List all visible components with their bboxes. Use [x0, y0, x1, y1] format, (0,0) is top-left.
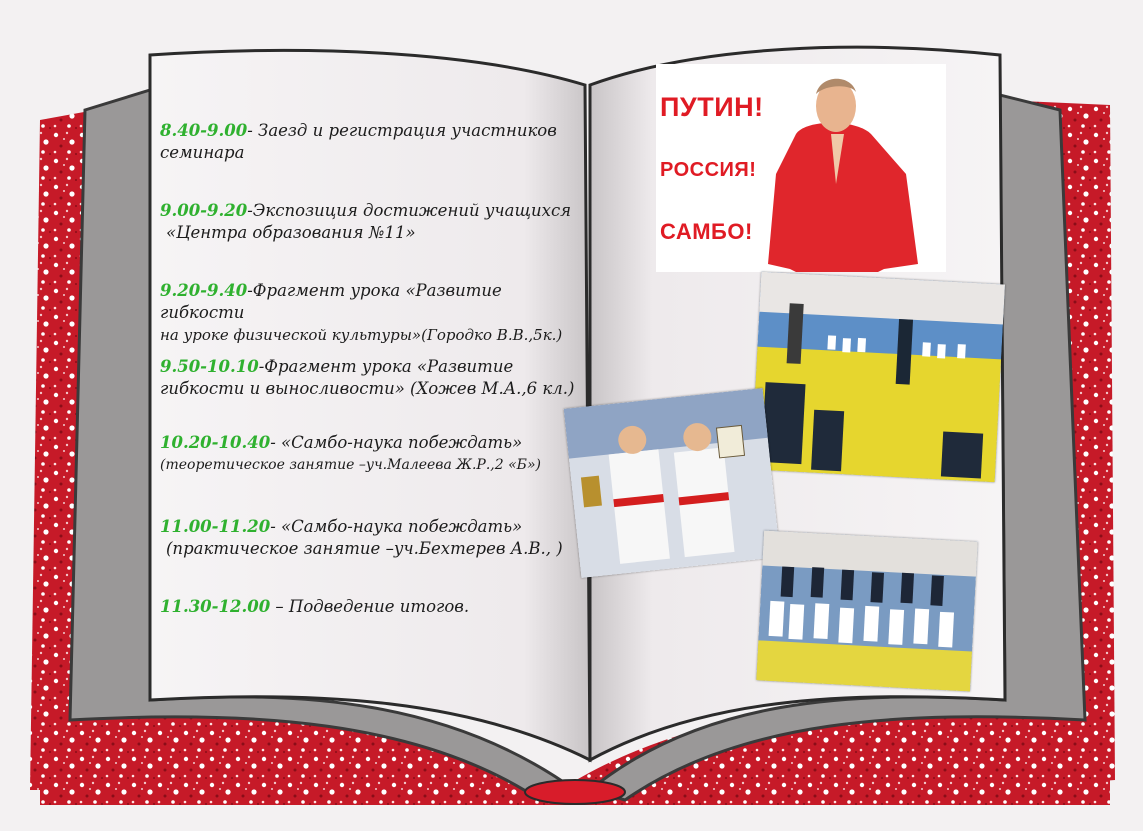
schedule-item [160, 516, 580, 560]
slogan-sambo: САМБО! [660, 219, 753, 244]
schedule-item [160, 596, 580, 618]
schedule-text: -Фрагмент урока «Развитие гибкости [160, 281, 502, 322]
slogan-banner [656, 64, 946, 272]
schedule-text-2: «Центра образования №11» [166, 223, 416, 242]
schedule-text: - «Самбо-наука побеждать» [270, 517, 523, 536]
schedule-text: - «Самбо-наука побеждать» [270, 433, 523, 452]
schedule-time: 11.30-12.00 [160, 597, 271, 616]
schedule-item [160, 356, 580, 400]
schedule-text: - Заезд и регистрация участников [247, 121, 557, 140]
schedule-item [160, 280, 580, 346]
slogan-putin: ПУТИН! [660, 92, 764, 122]
schedule-time: 9.00-9.20 [160, 201, 248, 220]
gym-photo [751, 272, 1005, 482]
schedule-text-2: семинара [160, 143, 245, 162]
winners-photo [564, 388, 781, 578]
schedule-time: 9.20-9.40 [160, 281, 248, 300]
schedule-item [160, 200, 580, 244]
slogan-russia: РОССИЯ! [660, 159, 757, 181]
schedule-time: 10.20-10.40 [160, 433, 271, 452]
schedule-item [160, 432, 580, 476]
schedule-text-2: на уроке физической культуры»(Городко В.В.,5к.) [160, 326, 563, 344]
schedule-text: -Экспозиция достижений учащихся [247, 201, 572, 220]
schedule-text: -Фрагмент урока «Развитие [258, 357, 514, 376]
schedule-text-2: (теоретическое занятие –уч.Малеева Ж.Р.,2 «Б») [160, 457, 541, 473]
spine-bookmark [525, 780, 625, 804]
schedule-text: – Подведение итогов. [270, 597, 470, 616]
schedule-text-2: (практическое занятие –уч.Бехтерев А.В., ) [166, 539, 563, 558]
schedule-time: 11.00-11.20 [160, 517, 271, 536]
schedule-item [160, 120, 580, 164]
schedule-time: 9.50-10.10 [160, 357, 259, 376]
schedule-text-2: гибкости и выносливости» (Хожев М.А.,6 кл.) [160, 379, 575, 398]
group-photo [756, 531, 978, 692]
schedule-time: 8.40-9.00 [160, 121, 248, 140]
